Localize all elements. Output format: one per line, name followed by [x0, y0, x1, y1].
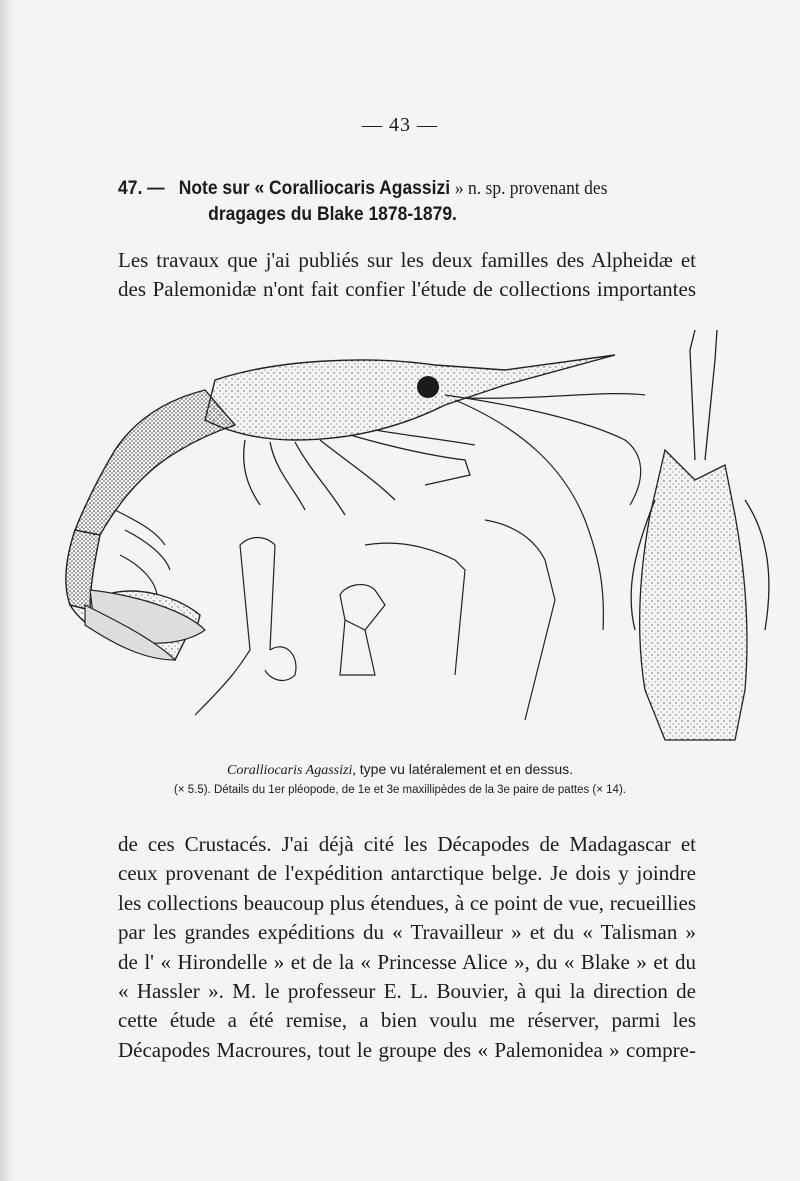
title-part2: » n. sp. provenant des: [454, 178, 608, 199]
page-edge-shadow: [0, 0, 14, 1181]
page-number: — 43 —: [362, 114, 438, 136]
caption-description: type vu latéralement et en dessus.: [359, 761, 573, 777]
title-species: Coralliocaris Agassizi: [269, 178, 451, 199]
intro-line: des Palemonidæ n'ont fait confier l'étude de collections importantes: [118, 277, 696, 301]
intro-line: Les travaux que j'ai publiés sur les deux familles des Alpheidæ et: [118, 248, 696, 272]
tail-fan: [85, 590, 205, 660]
caption-species: Coralliocaris Agassizi,: [226, 763, 356, 778]
intro-paragraph: [118, 246, 696, 304]
article-heading: [118, 176, 661, 228]
body-line: ceux provenant de l'expédition antarctique belge. Je dois y joindre: [118, 861, 696, 886]
body-line: les collections beaucoup plus étendues, à ce point de vue, recueillies: [118, 890, 696, 915]
walking-legs: [244, 430, 475, 515]
body-line: « Hassler ». M. le professeur E. L. Bouvier, à qui la direction de: [118, 978, 696, 1003]
eye: [417, 376, 439, 398]
title-line2: dragages du Blake 1878-1879.: [208, 204, 457, 225]
dorsal-view-shrimp: [640, 450, 747, 740]
body-line: par les grandes expéditions du « Travailleur » et du « Talisman »: [118, 920, 696, 945]
figure-caption: [0, 761, 800, 779]
body-paragraph: [118, 830, 696, 1065]
figure-caption-details: (× 5.5). Détails du 1er pléopode, de 1e et 3e maxillipèdes de la 3e paire de pattes (× 14).: [174, 784, 626, 796]
antennae: [445, 394, 645, 630]
pleopods: [115, 510, 170, 595]
pleopod-detail: [195, 538, 296, 716]
article-number: 47. —: [118, 178, 165, 199]
title-part1: Note sur «: [178, 178, 265, 199]
body-line: de ces Crustacés. J'ai déjà cité les Décapodes de Madagascar et: [118, 832, 696, 856]
body-line: cette étude a été remise, a bien voulu me réserver, parmi les: [118, 1008, 696, 1033]
shrimp-illustration: [45, 330, 790, 750]
maxilliped-detail: [340, 520, 555, 720]
body-line: Décapodes Macroures, tout le groupe des « Palemonidea » compre-: [118, 1037, 696, 1062]
body-line: de l' « Hirondelle » et de la « Princesse Alice », du « Blake » et du: [118, 949, 696, 974]
